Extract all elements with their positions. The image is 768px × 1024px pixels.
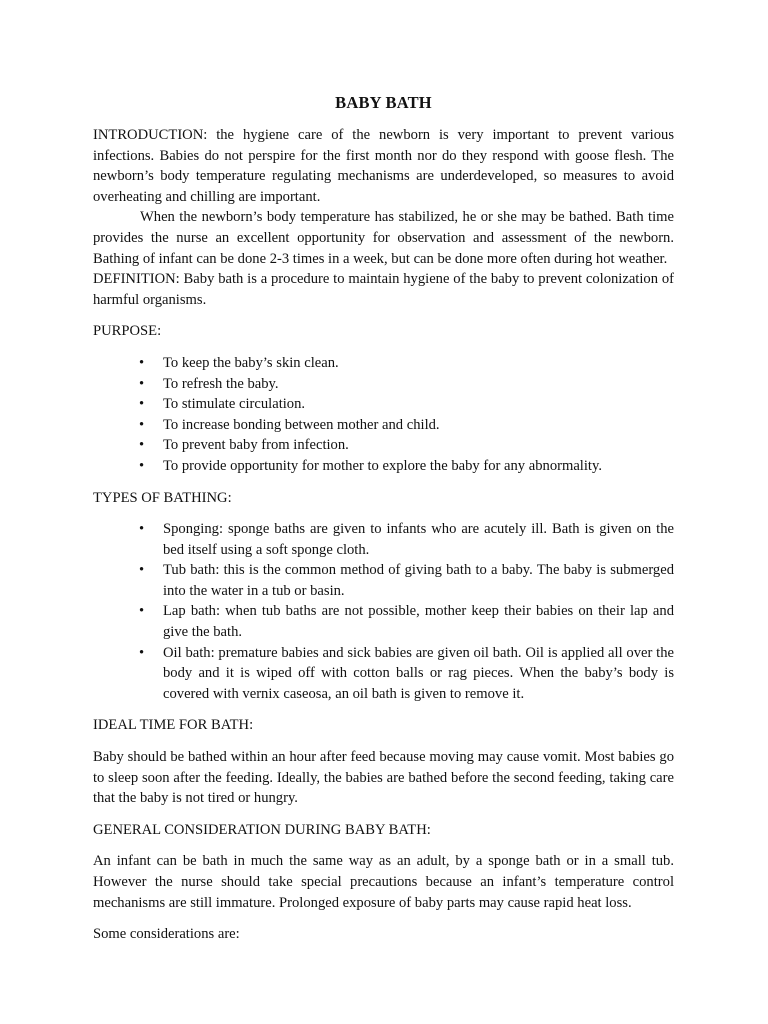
purpose-list	[93, 353, 674, 477]
general-consideration-heading: GENERAL CONSIDERATION DURING BABY BATH:	[93, 821, 431, 838]
bullet-icon: •	[139, 644, 145, 661]
bullet-icon: •	[139, 416, 145, 433]
types-list	[93, 519, 674, 704]
list-item: • Tub bath: this is the common method of giving bath to a baby. The baby is submerged into the water in a tub or basin.	[139, 562, 674, 599]
list-item: • Oil bath: premature babies and sick babies are given oil bath. Oil is applied all over the body and it is wiped off with cotton balls or rag pieces. When the baby’s body is covered with vernix caseosa, an oil bath is given to remove it.	[139, 644, 674, 702]
introduction-paragraph: INTRODUCTION: the hygiene care of the newborn is very important to prevent various infections. Babies do not perspire for the first month nor do they respond with goose flesh. The newborn’s body temperature regulating mechanisms are underdeveloped, so measures to avoid overheating and chilling are important.	[93, 127, 674, 205]
list-item: • To keep the baby’s skin clean.	[163, 353, 674, 374]
list-item: • To refresh the baby.	[163, 374, 674, 395]
definition-paragraph: DEFINITION: Baby bath is a procedure to maintain hygiene of the baby to prevent colonization of harmful organisms.	[93, 271, 674, 308]
bullet-icon: •	[139, 396, 145, 413]
list-item: • To stimulate circulation.	[163, 394, 674, 415]
list-item: • To provide opportunity for mother to explore the baby for any abnormality.	[163, 456, 674, 477]
general-consideration-paragraph: An infant can be bath in much the same way as an adult, by a sponge bath or in a small tub. However the nurse should take special precautions because an infant’s temperature control mechanisms are still immature. Prolonged exposure of baby parts may cause rapid heat loss.	[93, 853, 674, 911]
ideal-time-paragraph: Baby should be bathed within an hour after feed because moving may cause vomit. Most babies go to sleep soon after the feeding. Ideally, the babies are bathed before the second feeding, taking care that the baby is not tired or hungry.	[93, 749, 674, 807]
bullet-icon: •	[139, 603, 145, 620]
bullet-icon: •	[139, 354, 145, 371]
bath-time-paragraph: When the newborn’s body temperature has stabilized, he or she may be bathed. Bath time provides the nurse an excellent opportunity for observation and assessment of the newborn. Bathing of infant can be done 2-3 times in a week, but can be done more often during hot weather.	[93, 209, 674, 267]
ideal-time-heading: IDEAL TIME FOR BATH:	[93, 717, 254, 734]
list-item: • Sponging: sponge baths are given to infants who are acutely ill. Bath is given on the bed itself using a soft sponge cloth.	[139, 521, 674, 558]
list-item: • Lap bath: when tub baths are not possible, mother keep their babies on their lap and give the bath.	[139, 603, 674, 641]
document-title: BABY BATH	[335, 93, 432, 112]
types-heading: TYPES OF BATHING:	[93, 489, 232, 506]
bullet-icon: •	[139, 375, 145, 392]
bullet-icon: •	[139, 562, 145, 579]
purpose-heading: PURPOSE:	[93, 323, 162, 340]
bullet-icon: •	[139, 457, 145, 474]
bullet-icon: •	[139, 437, 145, 454]
list-item: • To prevent baby from infection.	[163, 435, 674, 456]
some-considerations-text: Some considerations are:	[93, 926, 240, 943]
bullet-icon: •	[139, 521, 145, 538]
list-item: • To increase bonding between mother and child.	[163, 415, 674, 436]
